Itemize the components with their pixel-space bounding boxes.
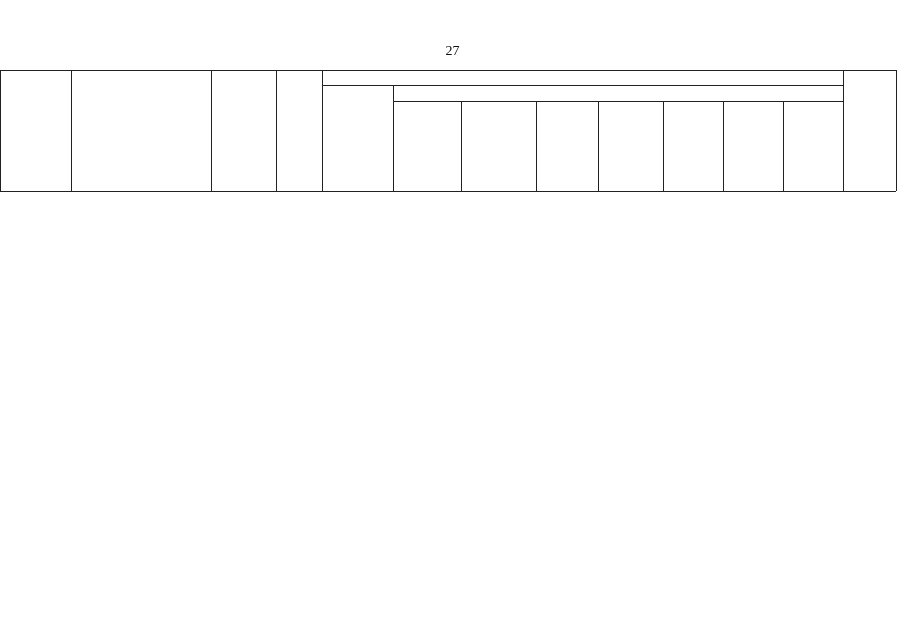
header-year-border-5 xyxy=(783,101,784,191)
header-year-border-1 xyxy=(536,101,537,191)
header-col-border-0 xyxy=(0,70,1,191)
financing-title-line xyxy=(322,85,843,86)
header-top-line xyxy=(0,70,896,71)
header-col-border-5 xyxy=(843,70,844,191)
header-col-border-2 xyxy=(211,70,212,191)
header-year-border-3 xyxy=(663,101,664,191)
header-year-border-4 xyxy=(723,101,724,191)
header-year-border-2 xyxy=(598,101,599,191)
header-col-border-total xyxy=(393,85,394,191)
header-col-border-6 xyxy=(896,70,897,191)
header-col-border-3 xyxy=(276,70,277,191)
header-col-border-4 xyxy=(322,70,323,191)
header-col-border-1 xyxy=(71,70,72,191)
page-number: 27 xyxy=(445,44,460,59)
header-year-border-0 xyxy=(461,101,462,191)
header-bottom-line xyxy=(0,191,896,192)
